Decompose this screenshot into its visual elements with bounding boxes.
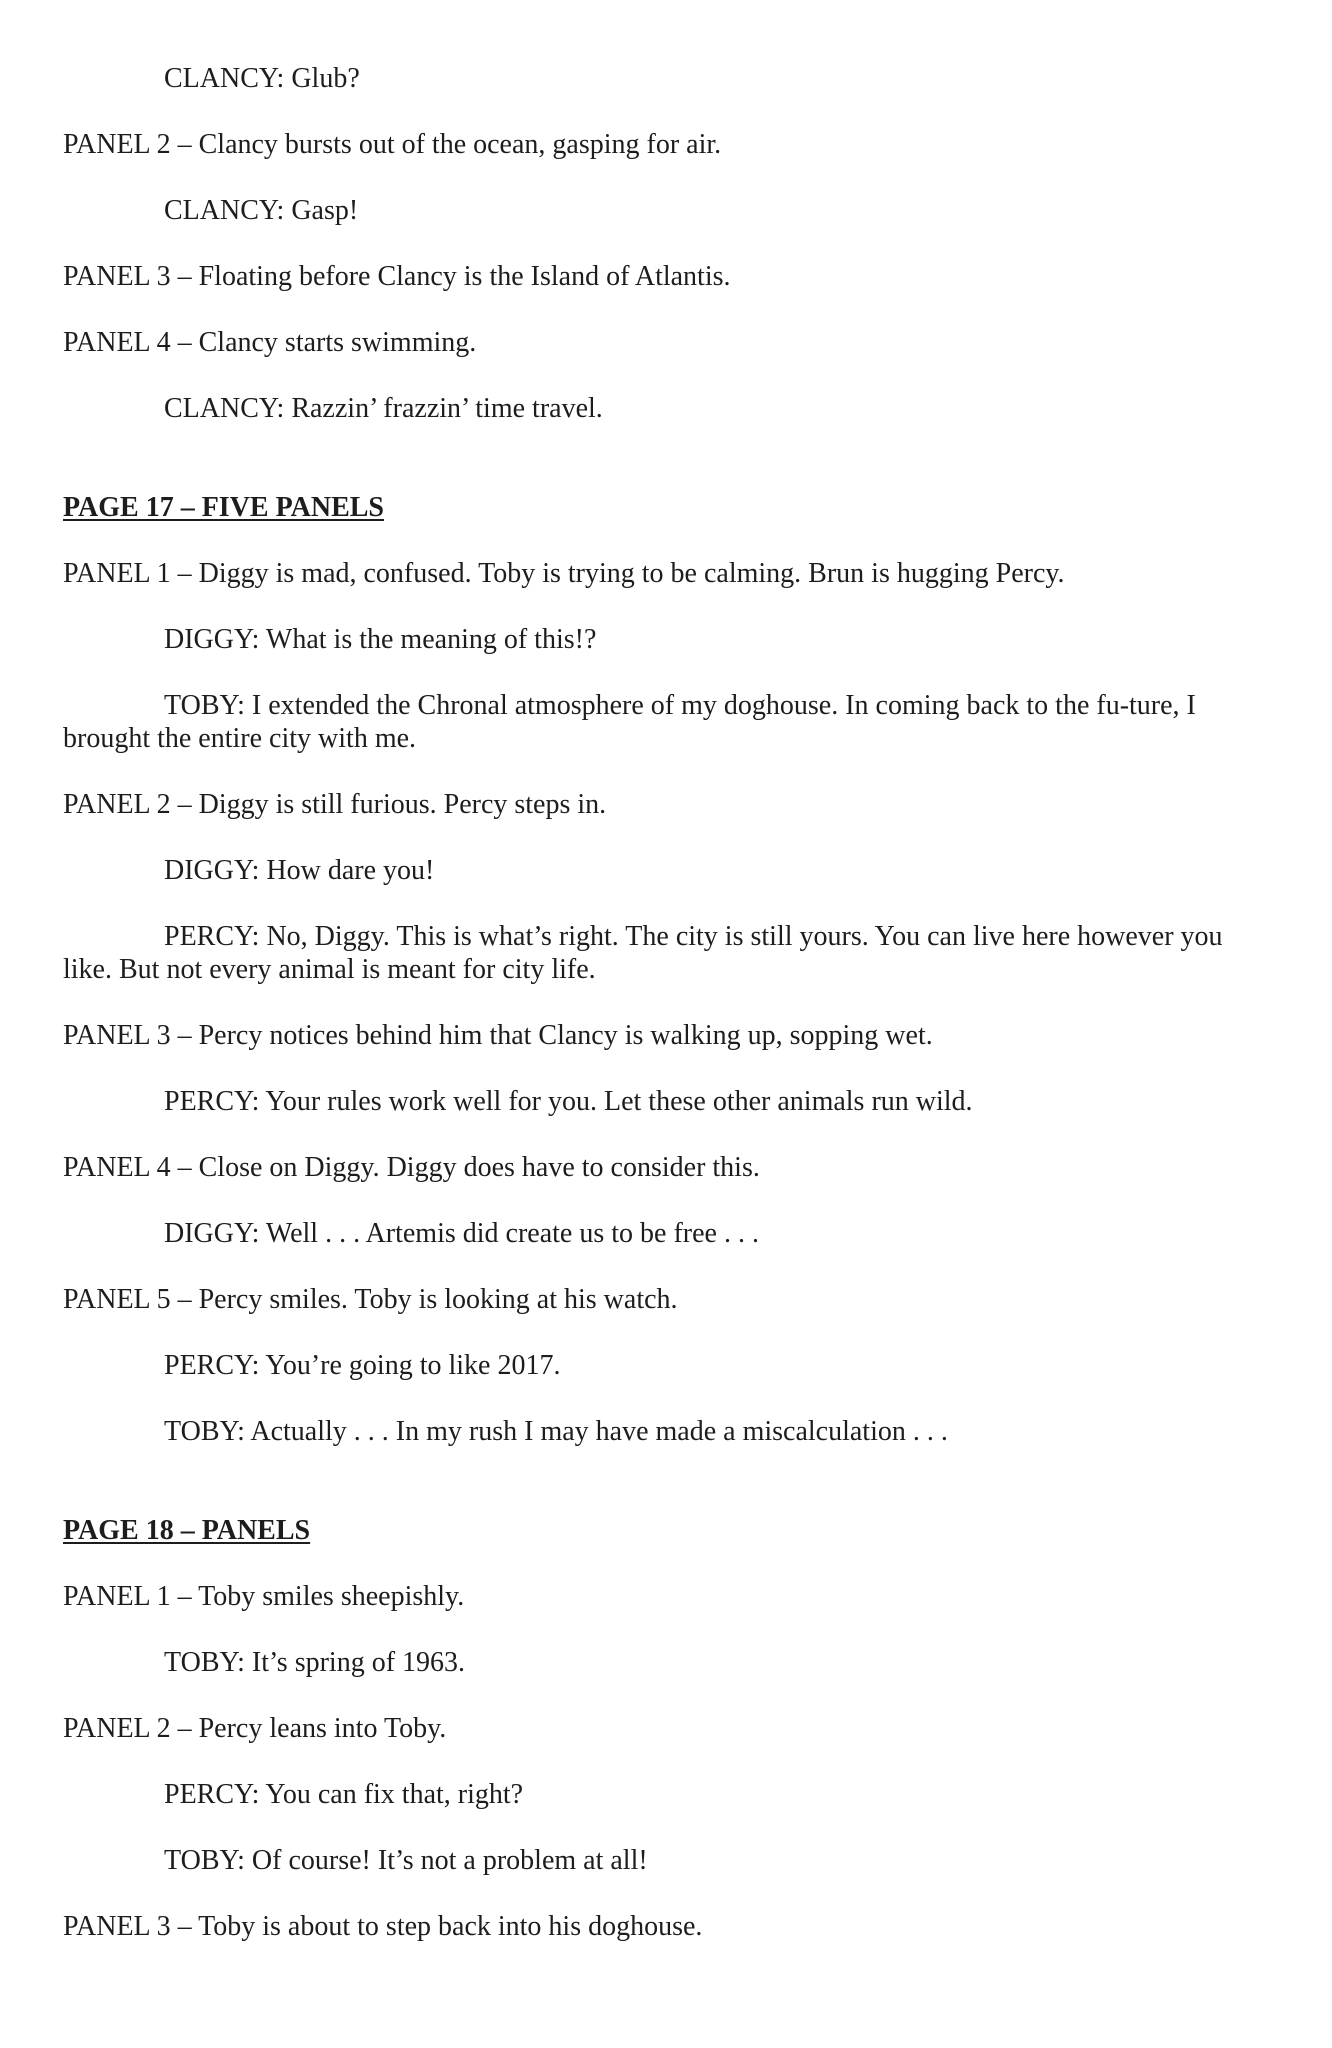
panel-direction: PANEL 4 – Close on Diggy. Diggy does have to consider this. <box>63 1152 760 1183</box>
panel-direction: PANEL 2 – Percy leans into Toby. <box>63 1713 447 1744</box>
dialogue-toby: TOBY: Actually . . . In my rush I may have made a miscalculation . . . <box>164 1416 948 1447</box>
dialogue-diggy: DIGGY: How dare you! <box>164 855 435 886</box>
dialogue-percy: PERCY: No, Diggy. This is what’s right. The city is still yours. You can live here however you like. But not every animal is meant for city life. <box>63 921 1223 985</box>
dialogue-percy: PERCY: You can fix that, right? <box>164 1779 524 1810</box>
page-heading: PAGE 17 – FIVE PANELS <box>63 492 384 523</box>
dialogue-diggy: DIGGY: Well . . . Artemis did create us to be free . . . <box>164 1218 759 1249</box>
dialogue-percy: PERCY: Your rules work well for you. Let these other animals run wild. <box>164 1086 973 1117</box>
panel-direction: PANEL 1 – Toby smiles sheepishly. <box>63 1581 465 1612</box>
panel-direction: PANEL 3 – Floating before Clancy is the Island of Atlantis. <box>63 261 731 292</box>
panel-direction: PANEL 3 – Percy notices behind him that Clancy is walking up, sopping wet. <box>63 1020 933 1051</box>
page-heading: PAGE 18 – PANELS <box>63 1515 311 1546</box>
dialogue-clancy: CLANCY: Razzin’ frazzin’ time travel. <box>164 393 603 424</box>
panel-direction: PANEL 5 – Percy smiles. Toby is looking at his watch. <box>63 1284 678 1315</box>
panel-direction: PANEL 2 – Diggy is still furious. Percy steps in. <box>63 789 607 820</box>
dialogue-toby: TOBY: I extended the Chronal atmosphere of my doghouse. In coming back to the fu-ture, I brought the entire city with me. <box>63 690 1196 754</box>
panel-direction: PANEL 1 – Diggy is mad, confused. Toby is trying to be calming. Brun is hugging Percy. <box>63 558 1065 589</box>
dialogue-percy: PERCY: You’re going to like 2017. <box>164 1350 561 1381</box>
panel-direction: PANEL 3 – Toby is about to step back into his doghouse. <box>63 1911 703 1942</box>
panel-direction: PANEL 2 – Clancy bursts out of the ocean, gasping for air. <box>63 129 722 160</box>
panel-direction: PANEL 4 – Clancy starts swimming. <box>63 327 477 358</box>
dialogue-clancy: CLANCY: Glub? <box>164 63 360 94</box>
dialogue-toby: TOBY: It’s spring of 1963. <box>164 1647 466 1678</box>
dialogue-diggy: DIGGY: What is the meaning of this!? <box>164 624 597 655</box>
dialogue-clancy: CLANCY: Gasp! <box>164 195 359 226</box>
dialogue-toby: TOBY: Of course! It’s not a problem at all! <box>164 1845 648 1876</box>
